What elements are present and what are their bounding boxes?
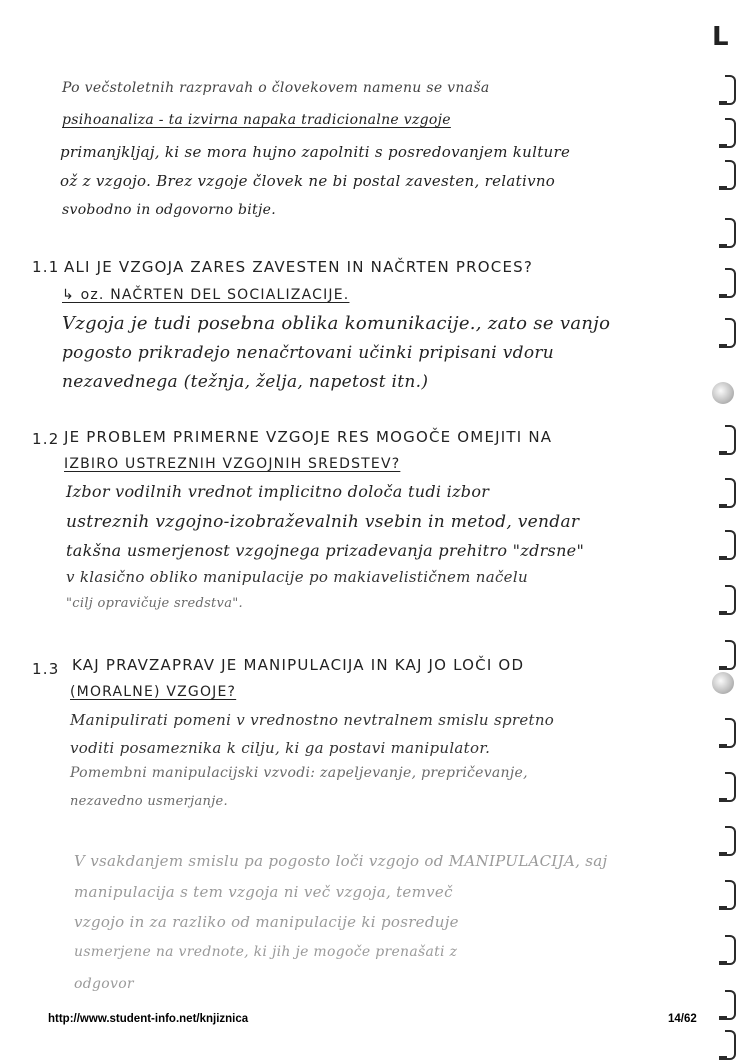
binding-ring bbox=[725, 530, 736, 560]
binding-ring bbox=[725, 585, 736, 615]
faint-line-4: usmerjene na vrednote, ki jih je mogoče prenašati z bbox=[74, 944, 458, 960]
binding-ring bbox=[725, 425, 736, 455]
intro-line-2: psihoanaliza - ta izvirna napaka tradicionalne vzgoje bbox=[62, 112, 451, 128]
intro-line-1: Po večstoletnih razpravah o človekovem namenu se vnaša bbox=[62, 80, 490, 96]
binding-ring bbox=[725, 880, 736, 910]
section-1-3-body-3: Pomembni manipulacijski vzvodi: zapeljevanje, prepričevanje, bbox=[70, 765, 528, 781]
binding-hole bbox=[712, 382, 734, 404]
section-1-1-subheading: ↳ oz. NAČRTEN DEL SOCIALIZACIJE. bbox=[62, 287, 350, 303]
footer-url[interactable]: http://www.student-info.net/knjiznica bbox=[48, 1013, 249, 1025]
intro-line-3: primanjkljaj, ki se mora hujno zapolniti s posredovanjem kulture bbox=[60, 143, 571, 161]
binding-ring bbox=[725, 935, 736, 965]
section-1-3-body-1: Manipulirati pomeni v vrednostno nevtralnem smislu spretno bbox=[70, 711, 555, 729]
binding-ring bbox=[725, 160, 736, 190]
page-number: 14/62 bbox=[668, 1013, 697, 1025]
section-1-2-body-5: "cilj opravičuje sredstva". bbox=[66, 596, 243, 611]
section-1-1-heading: ALI JE VZGOJA ZARES ZAVESTEN IN NAČRTEN PROCES? bbox=[64, 258, 534, 276]
binding-ring bbox=[725, 268, 736, 298]
faint-line-3: vzgojo in za razliko od manipulacije ki posreduje bbox=[74, 913, 459, 931]
faint-line-5: odgovor bbox=[74, 976, 134, 992]
section-1-1-body-3: nezavednega (težnja, želja, napetost itn.) bbox=[62, 372, 429, 392]
section-1-1-body-1: Vzgoja je tudi posebna oblika komunikacije., zato se vanjo bbox=[62, 313, 611, 334]
section-1-2-body-4: v klasično obliko manipulacije po makiavelističnem načelu bbox=[66, 568, 528, 586]
section-1-3-heading-cont: (MORALNE) VZGOJE? bbox=[70, 684, 237, 700]
binding-ring bbox=[725, 718, 736, 748]
binding-ring bbox=[725, 772, 736, 802]
section-1-3-number: 1.3 bbox=[32, 660, 60, 678]
intro-line-5: svobodno in odgovorno bitje. bbox=[62, 202, 276, 218]
faint-line-1: V vsakdanjem smislu pa pogosto loči vzgojo od MANIPULACIJA, saj bbox=[74, 852, 608, 870]
binding-hole bbox=[712, 672, 734, 694]
margin-mark: L bbox=[712, 22, 730, 52]
section-1-2-heading-cont: IZBIRO USTREZNIH VZGOJNIH SREDSTEV? bbox=[64, 456, 401, 472]
binding-ring bbox=[725, 640, 736, 670]
binding-ring bbox=[725, 826, 736, 856]
section-1-3-body-4: nezavedno usmerjanje. bbox=[70, 794, 228, 809]
binding-ring bbox=[725, 478, 736, 508]
binding-ring bbox=[725, 990, 736, 1020]
binding-ring bbox=[725, 318, 736, 348]
binding-ring bbox=[725, 75, 736, 105]
section-1-2-heading: JE PROBLEM PRIMERNE VZGOJE RES MOGOČE OMEJITI NA bbox=[64, 428, 553, 446]
faint-line-2: manipulacija s tem vzgoja ni več vzgoja, temveč bbox=[74, 883, 453, 901]
intro-line-4: ož z vzgojo. Brez vzgoje človek ne bi postal zavesten, relativno bbox=[60, 172, 556, 190]
section-1-1-body-2: pogosto prikradejo nenačrtovani učinki pripisani vdoru bbox=[62, 343, 555, 363]
section-1-2-body-2: ustreznih vzgojno-izobraževalnih vsebin in metod, vendar bbox=[66, 512, 580, 532]
binding-ring bbox=[725, 118, 736, 148]
section-1-3-heading: KAJ PRAVZAPRAV JE MANIPULACIJA IN KAJ JO LOČI OD bbox=[72, 656, 525, 674]
section-1-3-body-2: voditi posameznika k cilju, ki ga postavi manipulator. bbox=[70, 739, 491, 757]
section-1-2-body-1: Izbor vodilnih vrednot implicitno določa tudi izbor bbox=[66, 482, 490, 501]
section-1-1-number: 1.1 bbox=[32, 258, 60, 276]
spiral-binding bbox=[710, 0, 750, 1061]
section-1-2-body-3: takšna usmerjenost vzgojnega prizadevanja prehitro "zdrsne" bbox=[66, 541, 585, 560]
section-1-2-number: 1.2 bbox=[32, 430, 60, 448]
binding-ring bbox=[725, 218, 736, 248]
binding-ring bbox=[725, 1030, 736, 1060]
